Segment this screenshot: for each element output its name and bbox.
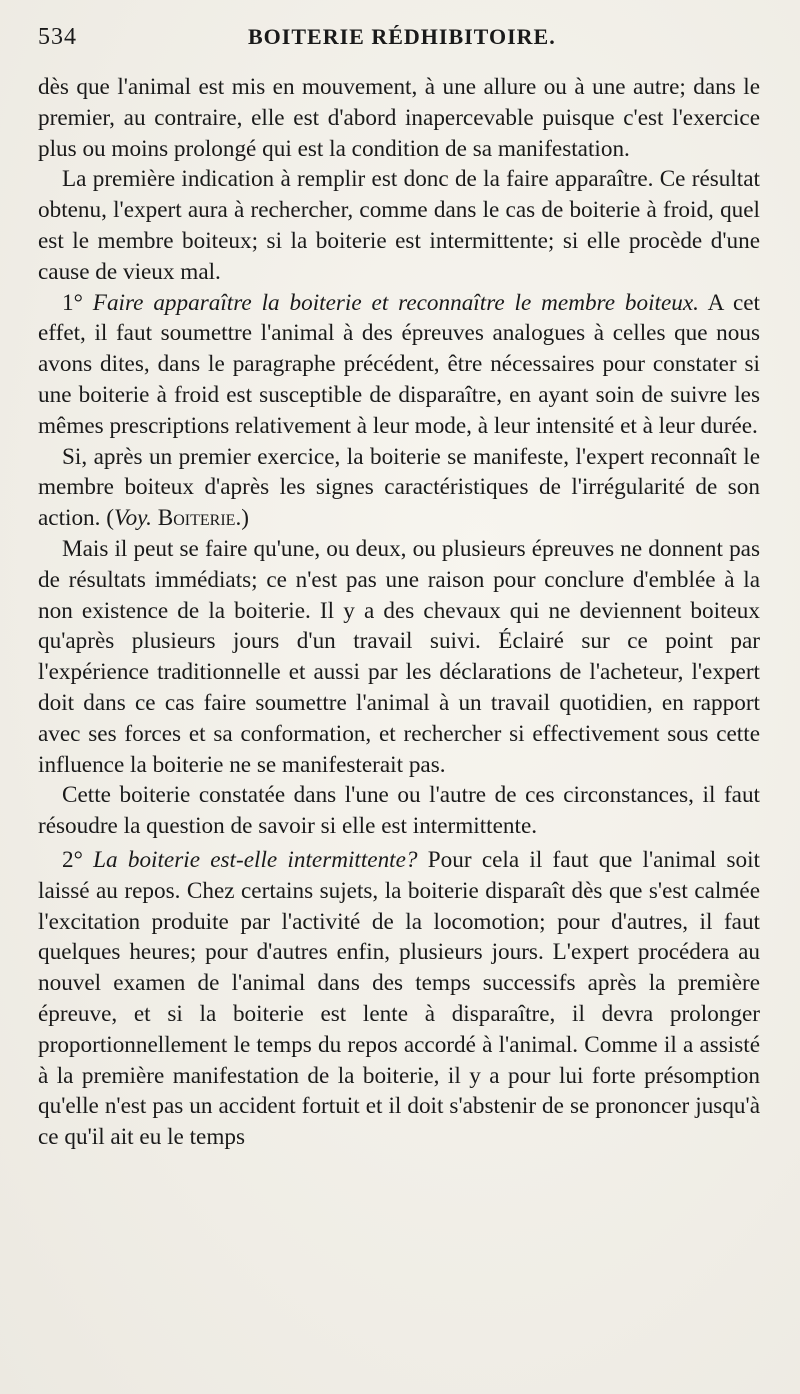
paragraph-section-1: 1° Faire apparaître la boiterie et reconnaître le membre boiteux. A cet effet, il faut soumettre l'animal à des épreuves analogues à celles que nous avons dites, dans le paragraphe précédent, être nécessaires pour constater si une boiterie à froid est susceptible de disparaître, en ayant soin de suivre les mêmes prescriptions relativement à leur mode, à leur intensité et à leur durée. <box>38 289 760 439</box>
page-header <box>38 24 760 72</box>
cross-reference-link: Boiterie <box>157 505 236 532</box>
section-2-heading: La boiterie est-elle intermittente? <box>93 846 418 873</box>
paragraph-first-indication: La première indication à remplir est donc de la faire apparaître. Ce résultat obtenu, l'expert aura à rechercher, comme dans le cas de boiterie à froid, quel est le membre boiteux; si la boiterie est intermittente; si elle procède d'une cause de vieux mal. <box>38 166 760 285</box>
running-head: BOITERIE RÉDHIBITOIRE. <box>248 24 556 49</box>
section-1-heading: Faire apparaître la boiterie et reconnaître le membre boiteux. <box>92 289 699 316</box>
body-text <box>38 72 760 1153</box>
paragraph-cross-reference: Si, après un premier exercice, la boiterie se manifeste, l'expert reconnaît le membre boiteux d'après les signes caractéristiques de l'irrégularité de son action. (Voy. Boiterie.) <box>38 443 760 532</box>
paragraph-continuation: dès que l'animal est mis en mouvement, à une allure ou à une autre; dans le premier, au contraire, elle est d'abord inapercevable puisque c'est l'exercice plus ou moins prolongé qui est la condition de sa manifestation. <box>38 74 760 162</box>
paragraph-repeated-trials: Mais il peut se faire qu'une, ou deux, ou plusieurs épreuves ne donnent pas de résultats immédiats; ce n'est pas une raison pour conclure d'emblée à la non existence de la boiterie. Il y a des chevaux qui ne deviennent boiteux qu'après plusieurs jours d'un travail suivi. Éclairé sur ce point par l'expérience traditionnelle et aussi par les déclarations de l'acheteur, l'expert doit dans ce cas faire soumettre l'animal à un travail quotidien, en rapport avec ses forces et sa conformation, et rechercher si effectivement sous cette influence la boiterie ne se manifesterait pas. <box>38 535 760 778</box>
voy-abbrev: Voy. <box>113 505 152 532</box>
paragraph-section-2: 2° La boiterie est-elle intermittente? Pour cela il faut que l'animal soit laissé au repos. Chez certains sujets, la boiterie disparaît dès que s'est calmée l'excitation produite par l'activité de la locomotion; pour d'autres, il faut quelques heures; pour d'autres enfin, plusieurs jours. L'expert procédera au nouvel examen de l'animal dans des temps successifs après la première épreuve, et si la boiterie est lente à disparaître, il devra prolonger proportionnellement le temps du repos accordé à l'animal. Comme il a assisté à la première manifestation de la boiterie, il y a pour lui forte présomption qu'elle n'est pas un accident fortuit et il doit s'abstenir de se prononcer jusqu'à ce qu'il ait eu le temps <box>38 846 761 1151</box>
page-number: 534 <box>38 24 77 50</box>
paragraph-intermittence-question: Cette boiterie constatée dans l'une ou l'autre de ces circonstances, il faut résoudre la question de savoir si elle est intermittente. <box>38 782 760 840</box>
